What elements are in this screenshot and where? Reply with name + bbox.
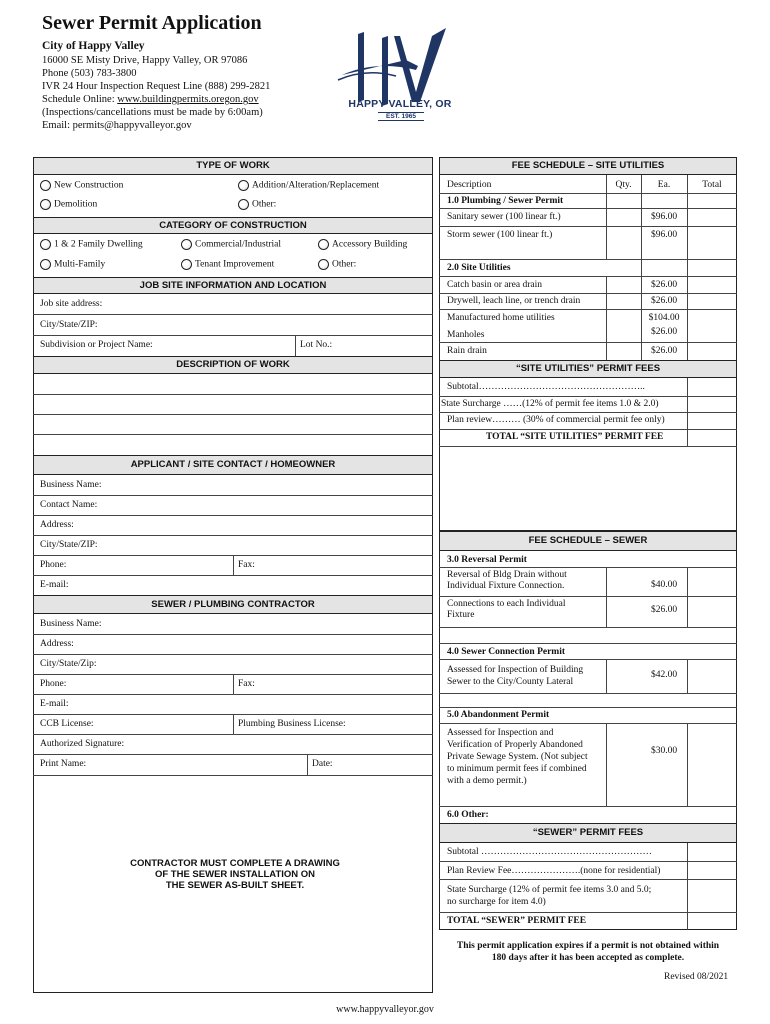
catch-basin-row: Catch basin or area drain: [447, 280, 542, 290]
sewer-fees-heading: FEE SCHEDULE – SEWER: [439, 531, 737, 551]
abandonment-fee: $30.00: [650, 746, 678, 756]
storm-sewer-fee: $96.00: [650, 230, 678, 240]
drywell-fee: $26.00: [650, 296, 678, 306]
site-plan-review: Plan review……… (30% of commercial permit fee only): [447, 415, 665, 425]
section-1-label: 1.0 Plumbing / Sewer Permit: [447, 196, 564, 206]
section-2-label: 2.0 Site Utilities: [447, 263, 511, 273]
city-phone: Phone (503) 783-3800: [42, 68, 137, 79]
col-qty: Qty.: [615, 180, 632, 190]
reversal-bldg-drain-row: Reversal of Bldg Drain without Individual Fixture Connection.: [447, 570, 567, 591]
description-field[interactable]: [34, 375, 432, 455]
sanitary-sewer-row: Sanitary sewer (100 linear ft.): [447, 212, 561, 222]
schedule-online: Schedule Online: www.buildingpermits.oregon.gov: [42, 94, 259, 105]
drywell-row: Drywell, leach line, or trench drain: [447, 296, 581, 306]
col-description: Description: [447, 180, 492, 190]
job-site-heading: JOB SITE INFORMATION AND LOCATION: [33, 277, 433, 294]
city-address: 16000 SE Misty Drive, Happy Valley, OR 97086: [42, 55, 248, 66]
sewer-subtotal: Subtotal ………………………………………………: [447, 847, 653, 857]
print-name-field[interactable]: Print Name:: [40, 759, 87, 769]
applicant-fax-field[interactable]: Fax:: [238, 560, 255, 570]
site-total-fee: TOTAL “SITE UTILITIES” PERMIT FEE: [486, 432, 664, 442]
subdivision-field[interactable]: Subdivision or Project Name:: [40, 340, 153, 350]
signature-field[interactable]: Authorized Signature:: [40, 739, 125, 749]
job-site-city-field[interactable]: City/State/ZIP:: [40, 320, 98, 330]
plumbing-license-field[interactable]: Plumbing Business License:: [238, 719, 346, 729]
manufactured-home-fee: $104.00: [648, 313, 680, 323]
applicant-phone-field[interactable]: Phone:: [40, 560, 67, 570]
footer-url[interactable]: www.happyvalleyor.gov: [336, 1004, 434, 1015]
radio-icon[interactable]: [40, 199, 51, 210]
applicant-address-field[interactable]: Address:: [40, 520, 74, 530]
applicant-email-field[interactable]: E-mail:: [40, 580, 69, 590]
job-site-address-field[interactable]: Job site address:: [40, 299, 103, 309]
drawing-note: CONTRACTOR MUST COMPLETE A DRAWING OF THE SEWER INSTALLATION ON THE SEWER AS-BUILT SHEET.: [130, 858, 340, 891]
radio-icon[interactable]: [238, 199, 249, 210]
rain-drain-fee: $26.00: [650, 346, 678, 356]
contractor-address-field[interactable]: Address:: [40, 639, 74, 649]
contractor-heading: SEWER / PLUMBING CONTRACTOR: [33, 595, 433, 614]
applicant-business-field[interactable]: Business Name:: [40, 480, 102, 490]
radio-icon[interactable]: [40, 180, 51, 191]
catch-basin-fee: $26.00: [650, 280, 678, 290]
option-tenant[interactable]: Tenant Improvement: [181, 259, 274, 270]
expiration-note: This permit application expires if a permit is not obtained within 180 days after it has been accepted as complete.: [456, 941, 720, 963]
sewer-state-surcharge: State Surcharge (12% of permit fee items 3.0 and 5.0; no surcharge for item 4.0): [447, 885, 652, 907]
revised-date: Revised 08/2021: [664, 972, 729, 982]
contractor-email-field[interactable]: E-mail:: [40, 699, 69, 709]
radio-icon[interactable]: [318, 259, 329, 270]
radio-icon[interactable]: [181, 259, 192, 270]
section-5-label: 5.0 Abandonment Permit: [447, 710, 550, 720]
applicant-heading: APPLICANT / SITE CONTACT / HOMEOWNER: [33, 455, 433, 475]
building-sewer-row: Assessed for Inspection of Building Sewer to the City/County Lateral: [447, 665, 584, 687]
option-addition[interactable]: Addition/Alteration/Replacement: [238, 180, 379, 191]
logo-est: EST. 1965: [378, 112, 424, 121]
sanitary-sewer-fee: $96.00: [650, 212, 678, 222]
storm-sewer-row: Storm sewer (100 linear ft.): [447, 230, 553, 240]
site-subtotal: Subtotal……………………………………………..: [447, 382, 645, 392]
manholes-row: Manholes: [447, 330, 485, 340]
site-utilities-heading: FEE SCHEDULE – SITE UTILITIES: [439, 157, 737, 175]
option-accessory[interactable]: Accessory Building: [318, 239, 407, 250]
option-new-construction[interactable]: New Construction: [40, 180, 123, 191]
abandonment-row: Assessed for Inspection and Verification of Properly Abandoned Private Sewage System. (Not subject to minimum permit fees if combined with a demo permit.): [447, 728, 588, 786]
section-6-label: 6.0 Other:: [447, 810, 489, 820]
option-other-category[interactable]: Other:: [318, 259, 356, 270]
section-3-label: 3.0 Reversal Permit: [447, 555, 527, 565]
sewer-permit-fees-heading: “SEWER” PERMIT FEES: [439, 823, 737, 843]
type-of-work-heading: TYPE OF WORK: [33, 157, 433, 175]
col-ea: Ea.: [657, 180, 671, 190]
option-demolition[interactable]: Demolition: [40, 199, 97, 210]
contractor-city-field[interactable]: City/State/Zip:: [40, 659, 97, 669]
city-name: City of Happy Valley: [42, 40, 145, 52]
date-field[interactable]: Date:: [312, 759, 333, 769]
individual-fixture-fee: $26.00: [650, 605, 678, 615]
contractor-business-field[interactable]: Business Name:: [40, 619, 102, 629]
sewer-plan-review: Plan Review Fee………………….(none for residential): [447, 866, 661, 876]
radio-icon[interactable]: [40, 239, 51, 250]
ivr-line: IVR 24 Hour Inspection Request Line (888) 299-2821: [42, 81, 271, 92]
contractor-phone-field[interactable]: Phone:: [40, 679, 67, 689]
site-state-surcharge: State Surcharge ……(12% of permit fee items 1.0 & 2.0): [441, 399, 659, 409]
radio-icon[interactable]: [40, 259, 51, 270]
col-total: Total: [702, 180, 722, 190]
radio-icon[interactable]: [238, 180, 249, 191]
ccb-license-field[interactable]: CCB License:: [40, 719, 94, 729]
sewer-total-fee: TOTAL “SEWER” PERMIT FEE: [447, 916, 587, 926]
inspections-note: (Inspections/cancellations must be made by 6:00am): [42, 107, 263, 118]
applicant-contact-field[interactable]: Contact Name:: [40, 500, 98, 510]
option-commercial[interactable]: Commercial/Industrial: [181, 239, 281, 250]
option-family-dwelling[interactable]: 1 & 2 Family Dwelling: [40, 239, 143, 250]
manufactured-home-row: Manufactured home utilities: [447, 313, 555, 323]
building-sewer-fee: $42.00: [650, 670, 678, 680]
email-line: Email: permits@happyvalleyor.gov: [42, 120, 192, 131]
individual-fixture-row: Connections to each Individual Fixture: [447, 599, 566, 620]
option-multi-family[interactable]: Multi-Family: [40, 259, 105, 270]
rain-drain-row: Rain drain: [447, 346, 487, 356]
lot-number-field[interactable]: Lot No.:: [300, 340, 333, 350]
radio-icon[interactable]: [181, 239, 192, 250]
section-4-label: 4.0 Sewer Connection Permit: [447, 647, 566, 657]
category-heading: CATEGORY OF CONSTRUCTION: [33, 217, 433, 234]
logo-text: HAPPY VALLEY, OR: [348, 98, 452, 110]
description-heading: DESCRIPTION OF WORK: [33, 356, 433, 374]
schedule-link[interactable]: www.buildingpermits.oregon.gov: [117, 94, 259, 105]
site-fees-heading: “SITE UTILITIES” PERMIT FEES: [439, 360, 737, 378]
manholes-fee: $26.00: [650, 327, 678, 337]
happy-valley-logo: [336, 20, 466, 126]
reversal-bldg-drain-fee: $40.00: [650, 580, 678, 590]
contractor-fax-field[interactable]: Fax:: [238, 679, 255, 689]
page-title: Sewer Permit Application: [42, 12, 262, 34]
option-other-work[interactable]: Other:: [238, 199, 276, 210]
radio-icon[interactable]: [318, 239, 329, 250]
applicant-city-field[interactable]: City/State/ZIP:: [40, 540, 98, 550]
